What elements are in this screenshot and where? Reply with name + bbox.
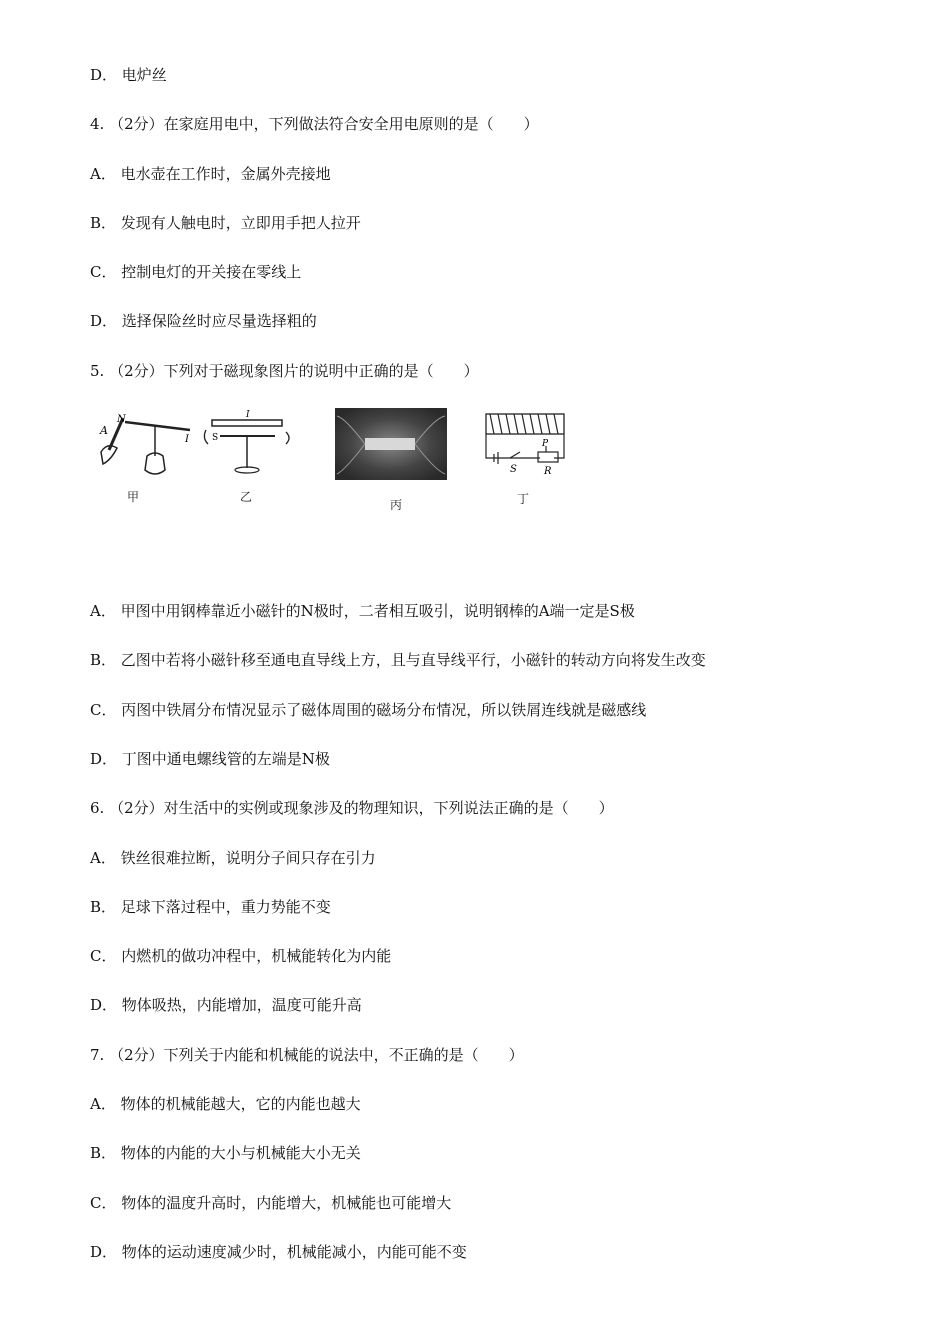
- q5-option-d: D． 丁图中通电螺线管的左端是N极: [90, 750, 330, 768]
- figure-jia-compass-and-rod: [95, 408, 195, 498]
- label-a: A: [100, 424, 108, 437]
- q4-option-c: C． 控制电灯的开关接在零线上: [90, 263, 302, 281]
- q5-option-b: B． 乙图中若将小磁针移至通电直导线上方，且与直导线平行，小磁针的转动方向将发生改变: [90, 651, 706, 669]
- label-n: N: [117, 414, 126, 425]
- caption-yi: 乙: [240, 490, 253, 504]
- figure-ding-solenoid-circuit: [480, 408, 570, 498]
- q6-option-d: D． 物体吸热，内能增加，温度可能升高: [90, 996, 362, 1014]
- label-p: P: [542, 439, 549, 449]
- q6-option-a: A． 铁丝很难拉断，说明分子间只存在引力: [90, 849, 376, 867]
- label-i: I: [185, 434, 189, 445]
- figure-bing-iron-filings: [335, 408, 447, 480]
- caption-jia: 甲: [127, 490, 140, 504]
- q7-option-d: D． 物体的运动速度减少时，机械能减小，内能可能不变: [90, 1243, 467, 1261]
- label-i-2: I: [246, 410, 250, 420]
- label-s: S: [212, 433, 219, 443]
- q5-stem: 5. （2分）下列对于磁现象图片的说明中正确的是（ ）: [90, 362, 479, 380]
- q3-option-d: D． 电炉丝: [90, 66, 167, 84]
- magnetism-figures: [95, 408, 595, 518]
- q5-option-a: A． 甲图中用钢棒靠近小磁针的N极时，二者相互吸引，说明钢棒的A端一定是S极: [90, 602, 635, 620]
- q6-option-c: C． 内燃机的做功冲程中，机械能转化为内能: [90, 947, 392, 965]
- q4-option-d: D． 选择保险丝时应尽量选择粗的: [90, 312, 317, 330]
- q6-option-b: B． 足球下落过程中，重力势能不变: [90, 898, 331, 916]
- q7-stem: 7. （2分）下列关于内能和机械能的说法中，不正确的是（ ）: [90, 1046, 524, 1064]
- figure-yi-wire-and-needle: [200, 408, 300, 498]
- label-r: R: [544, 466, 552, 477]
- label-s-2: S: [510, 464, 517, 475]
- q7-option-a: A． 物体的机械能越大，它的内能也越大: [90, 1095, 361, 1113]
- q4-stem: 4. （2分）在家庭用电中，下列做法符合安全用电原则的是（ ）: [90, 115, 539, 133]
- q7-option-b: B． 物体的内能的大小与机械能大小无关: [90, 1144, 361, 1162]
- q4-option-a: A． 电水壶在工作时，金属外壳接地: [90, 165, 331, 183]
- q7-option-c: C． 物体的温度升高时，内能增大，机械能也可能增大: [90, 1194, 452, 1212]
- caption-bing: 丙: [390, 498, 403, 512]
- q6-stem: 6. （2分）对生活中的实例或现象涉及的物理知识，下列说法正确的是（ ）: [90, 799, 614, 817]
- caption-ding: 丁: [517, 492, 530, 506]
- q5-option-c: C． 丙图中铁屑分布情况显示了磁体周围的磁场分布情况，所以铁屑连线就是磁感线: [90, 701, 647, 719]
- q4-option-b: B． 发现有人触电时，立即用手把人拉开: [90, 214, 361, 232]
